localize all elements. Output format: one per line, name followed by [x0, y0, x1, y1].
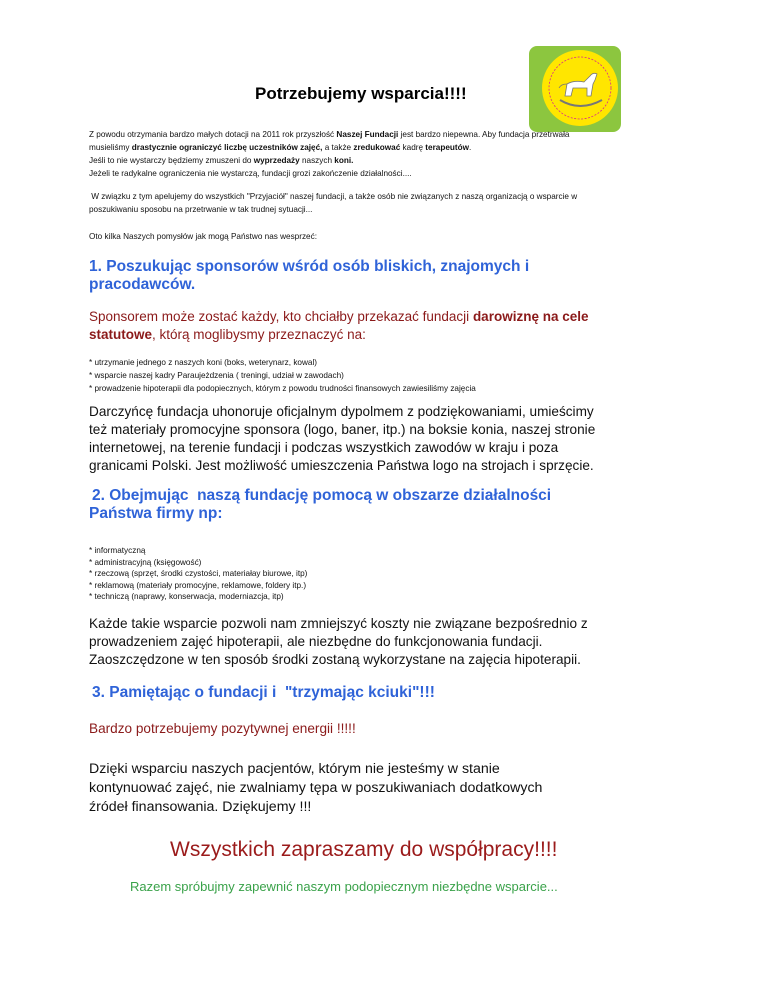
- intro-text: .: [468, 143, 472, 152]
- sponsor-emphasis: darowiznę na cele: [472, 309, 589, 324]
- section-2-heading-line: Państwa firmy np:: [89, 505, 223, 522]
- page-title: Potrzebujemy wsparcia!!!!: [255, 84, 467, 103]
- intro-emphasis: koni.: [334, 156, 354, 165]
- ideas-intro: Oto kilka Naszych pomysłów jak mogą Państwo nas wesprzeć:: [89, 232, 317, 241]
- section-1-heading: [89, 258, 609, 294]
- list-item: * techniczą (naprawy, konserwacja, moderniazcja, itp): [89, 592, 284, 601]
- list-item: * prowadzenie hipoterapii dla podopiecznych, którym z powodu trudności finansowych zawiesiliśmy zajęcia: [89, 384, 476, 393]
- foundation-logo-icon: [527, 44, 623, 134]
- intro-emphasis: drastycznie ograniczyć liczbę uczestników zajęć,: [131, 143, 323, 152]
- list-item: * rzeczową (sprzęt, środki czystości, materiałay biurowe, itp): [89, 569, 308, 578]
- appeal-text: W związku z tym apelujemy do wszystkich "Przyjaciół" naszej fundacji, a także osób nie związanych z naszą organizacją o wsparcie w: [89, 192, 578, 201]
- intro-emphasis: terapeutów: [425, 143, 469, 152]
- intro-text: musieliśmy: [89, 143, 132, 152]
- list-item: * utrzymanie jednego z naszych koni (boks, weterynarz, kowal): [89, 358, 317, 367]
- section-2-heading: [89, 487, 629, 523]
- business-support-list: [89, 545, 679, 603]
- support-paragraph: [89, 615, 679, 669]
- donor-line: też materiały promocyjne sponsora (logo, baner, itp.) na boksie konia, naszej stronie: [89, 422, 596, 437]
- intro-warning: Jeżeli te radykalne ograniczenia nie wystarczą, fundacji grozi zakończenie działalności....: [89, 169, 412, 178]
- list-item: * administracyjną (księgowość): [89, 557, 202, 567]
- energy-text: Bardzo potrzebujemy pozytywnej energii !!!!!: [89, 721, 356, 736]
- intro-emphasis: zredukować: [353, 143, 401, 152]
- donor-line: granicami Polski. Jest możliwość umieszczenia Państwa logo na strojach i sprzęcie.: [89, 458, 594, 473]
- intro-emphasis: Naszej Fundacji: [336, 130, 399, 139]
- list-item: * reklamową (materiały promocyjne, reklamowe, foldery itp.): [89, 580, 307, 590]
- thanks-line: kontynuować zajęć, nie zwalniamy tępa w poszukiwaniach dodatkowych: [89, 780, 543, 796]
- thanks-paragraph: [89, 760, 679, 817]
- section-1-heading-line: pracodawców.: [89, 276, 196, 293]
- thanks-line: źródeł finansowania. Dziękujemy !!!: [89, 799, 312, 815]
- intro-text: Z powodu otrzymania bardzo małych dotacji na 2011 rok przyszłość: [89, 130, 337, 139]
- sponsor-text: Sponsorem może zostać każdy, kto chciałby przekazać fundacji: [89, 309, 473, 324]
- support-line: prowadzeniem zajęć hipoterapii, ale niezbędne do funkcjonowania fundacji.: [89, 634, 543, 649]
- intro-text: kadrę: [400, 143, 426, 152]
- closing-line: Razem spróbujmy zapewnić naszym podopiecznym niezbędne wsparcie...: [130, 879, 558, 894]
- sponsor-emphasis: statutowe: [89, 327, 153, 342]
- sponsor-list: [89, 356, 679, 395]
- list-item: * wsparcie naszej kadry Paraujeżdzenia ( treningi, udział w zawodach): [89, 371, 344, 380]
- section-2-heading-line: 2. Obejmując naszą fundację pomocą w obszarze działalności: [92, 487, 552, 504]
- section-1-heading-line: 1. Poszukując sponsorów wśród osób bliskich, znajomych i: [89, 258, 530, 275]
- list-item: * informatyczną: [89, 546, 146, 555]
- sponsor-paragraph: [89, 308, 679, 344]
- support-line: Każde takie wsparcie pozwoli nam zmniejszyć koszty nie związane bezpośrednio z: [89, 616, 588, 631]
- donor-paragraph: [89, 403, 679, 475]
- invite-heading: Wszystkich zapraszamy do współpracy!!!!: [170, 838, 558, 861]
- donor-line: internetowej, na terenie fundacji i podczas wszystkich zawodów w kraju i poza: [89, 440, 559, 455]
- support-line: Zaoszczędzone w ten sposób środki zostaną wykorzystane na zajęcia hipoterapii.: [89, 652, 581, 667]
- intro-text: naszych: [299, 156, 335, 165]
- section-3-heading: 3. Pamiętając o fundacji i "trzymając kciuki"!!!: [92, 684, 435, 701]
- appeal-paragraph: [89, 190, 689, 216]
- intro-paragraph: [89, 128, 689, 180]
- intro-text: jest bardzo niepewna. Aby fundacja przetrwała: [398, 130, 570, 139]
- thanks-line: Dzięki wsparciu naszych pacjentów, którym nie jesteśmy w stanie: [89, 761, 500, 777]
- sponsor-text: , którą moglibysmy przeznaczyć na:: [152, 327, 366, 342]
- intro-text: a także: [322, 143, 354, 152]
- donor-line: Darczyńcę fundacja uhonoruje oficjalnym dypolmem z podziękowaniami, umieścimy: [89, 404, 594, 419]
- intro-text: Jeśli to nie wystarczy będziemy zmuszeni do: [89, 156, 254, 165]
- intro-emphasis: wyprzedaży: [253, 156, 300, 165]
- appeal-text: poszukiwaniu sposobu na przetrwanie w tak trudnej sytuacji...: [89, 205, 313, 214]
